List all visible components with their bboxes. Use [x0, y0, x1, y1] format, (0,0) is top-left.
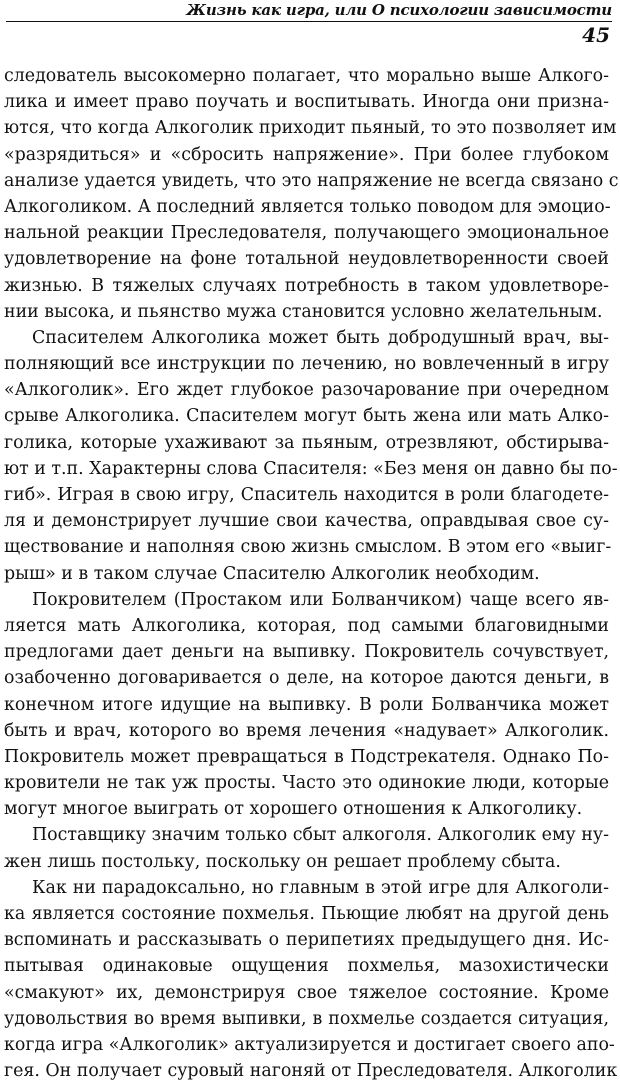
text-line: ются, что когда Алкоголик приходит пьяный, то это позволяет им: [4, 118, 617, 139]
text-line: гея. Он получает суровый нагоняй от Преследователя. Алкоголик: [4, 1061, 618, 1082]
text-line: жен лишь постольку, поскольку он решает проблему сбыта.: [4, 851, 561, 872]
text-line: ществование и наполняя свою жизнь смыслом. В этом его «выиг-: [4, 537, 612, 558]
text-line: лика и имеет право поучать и воспитывать. Иногда они призна-: [4, 92, 609, 113]
text-line: Покровитель может превращаться в Подстрекателя. Однако По-: [4, 746, 609, 767]
text-line: ляется мать Алкоголика, которая, под самыми благовидными: [4, 615, 609, 636]
text-line: когда игра «Алкоголик» актуализируется и достигает своего апо-: [4, 1034, 615, 1055]
text-line: озабоченно договаривается о деле, на которое даются деньги, в: [4, 668, 609, 689]
text-line: ют и т.п. Характерны слова Спасителя: «Без меня он давно бы по-: [4, 458, 618, 479]
text-line: Алкоголиком. А последний является только поводом для эмоцио-: [4, 196, 611, 217]
text-line: Поставщику значим только сбыт алкоголя. Алкоголик ему ну-: [32, 825, 609, 846]
text-line: Как ни парадоксально, но главным в этой игре для Алкоголи-: [32, 877, 609, 898]
text-line: анализе удается увидеть, что это напряжение не всегда связано с: [4, 170, 619, 191]
text-line: голика, которые ухаживают за пьяным, отрезвляют, обстирыва-: [4, 432, 609, 453]
text-line: срыве Алкоголика. Спасителем могут быть жена или мать Алко-: [4, 406, 609, 427]
text-line: полняющий все инструкции по лечению, но вовлеченный в игру: [4, 354, 609, 375]
text-line: жизнью. В тяжелых случаях потребность в таком удовлетворе-: [4, 275, 609, 296]
text-line: удовлетворение на фоне тотальной неудовлетворенности своей: [4, 249, 609, 270]
text-line: могут многое выиграть от хорошего отношения к Алкоголику.: [4, 799, 583, 820]
text-line: «разрядиться» и «сбросить напряжение». При более глубоком: [4, 144, 609, 165]
text-line: гиб». Играя в свою игру, Спаситель находится в роли благодете-: [4, 485, 609, 505]
text-line: конечном итоге идущие на выпивку. В роли Болванчика может: [4, 694, 609, 715]
text-line: Спасителем Алкоголика может быть добродушный врач, вы-: [32, 327, 609, 348]
text-line: предлогами дает деньги на выпивку. Покровитель сочувствует,: [4, 642, 609, 663]
text-line: ля и демонстрирует лучшие свои качества, оправдывая свое су-: [4, 511, 609, 532]
text-line: Покровителем (Простаком или Болванчиком) чаще всего яв-: [32, 589, 609, 610]
text-line: «Алкоголик». Его ждет глубокое разочарование при очередном: [4, 380, 609, 401]
text-line: следователь высокомерно полагает, что морально выше Алкого-: [4, 66, 609, 86]
text-line: «смакуют» их, демонстрируя свое тяжелое состояние. Кроме: [4, 982, 609, 1003]
body-text: [4, 63, 619, 1084]
running-head: Жизнь как игра, или О психологии зависимости: [186, 1, 612, 19]
text-line: быть и врач, которого во время лечения «надувает» Алкоголик.: [4, 720, 609, 741]
text-line: кровители не так уж просты. Часто это одинокие люди, которые: [4, 773, 609, 794]
text-line: ка является состояние похмелья. Пьющие любят на другой день: [4, 904, 609, 924]
text-line: вспоминать и рассказывать о перипетиях предыдущего дня. Ис-: [4, 930, 609, 951]
text-line: пытывая одинаковые ощущения похмелья, мазохистически: [4, 956, 609, 977]
text-line: удовольствия во время выпивки, в похмелье создается ситуация,: [4, 1008, 609, 1029]
header-rule: [6, 21, 612, 22]
text-line: нии высока, и пьянство мужа становится условно желательным.: [4, 301, 603, 322]
text-line: нальной реакции Преследователя, получающего эмоциональное: [4, 223, 609, 244]
text-line: рыш» и в таком случае Спасителю Алкоголик необходим.: [4, 563, 540, 584]
page-number: 45: [582, 23, 610, 47]
